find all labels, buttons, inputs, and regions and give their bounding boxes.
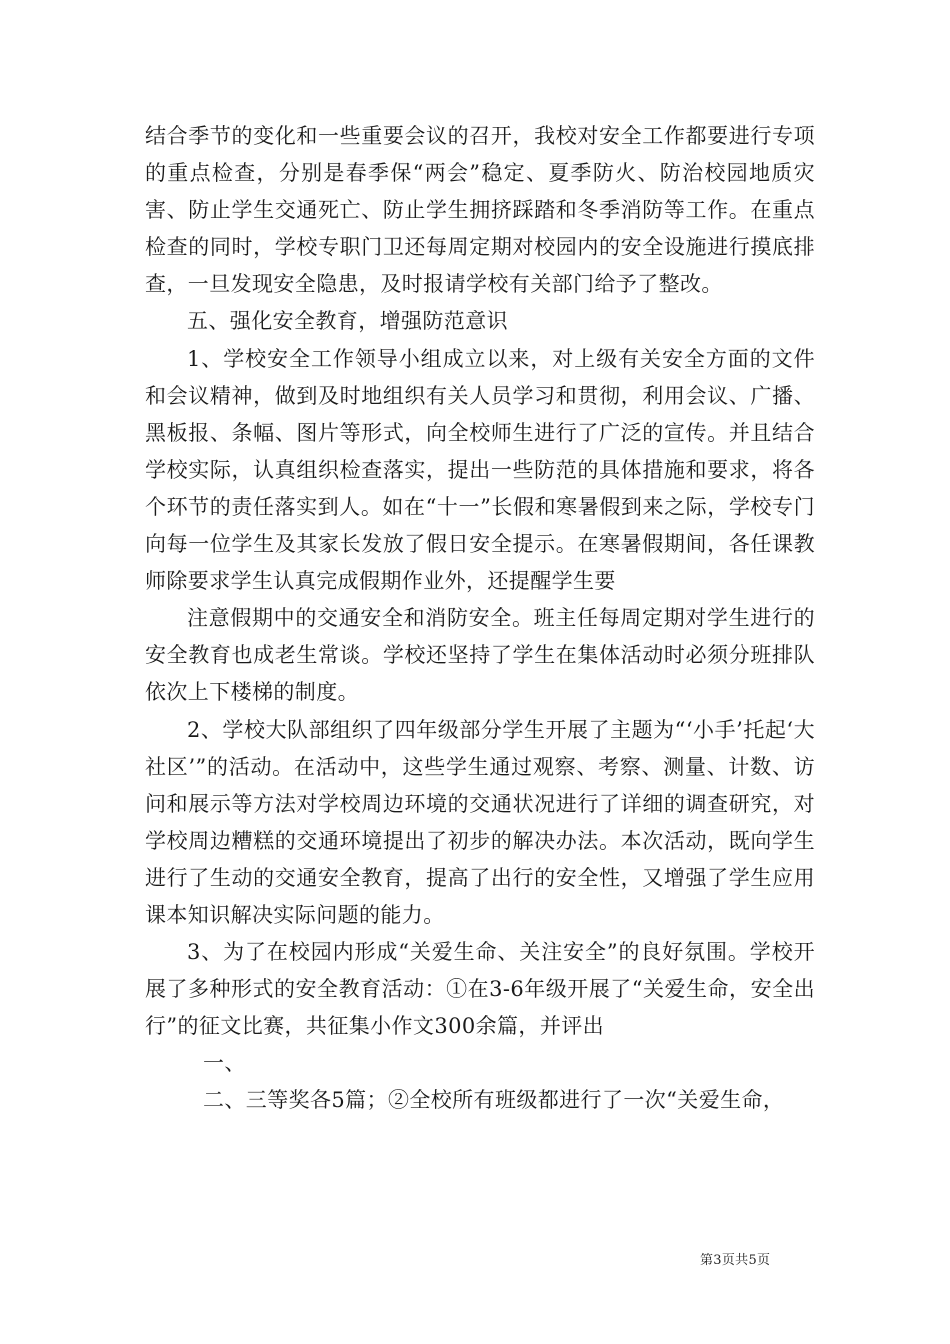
paragraph-second-third-prize: 二、三等奖各5篇；②全校所有班级都进行了一次“关爱生命， (203, 1088, 785, 1113)
paragraph-first-prize: 一、 (203, 1051, 246, 1076)
page-number: 第3页共5页 (700, 1253, 771, 1268)
paragraph-item-1: 1、学校安全工作领导小组成立以来，对上级有关安全方面的文件和会议精神，做到及时地组织有关人员学习和贯彻，利用会议、广播、黑板报、条幅、图片等形式，向全校师生进行了广泛的宣传。并且结合学校实际，认真组织检查落实，提出一些防范的具体措施和要求，将各个环节的责任落实到人。如在“十一”长假和寒暑假到来之际，学校专门向每一位学生及其家长发放了假日安全提示。在寒暑假期间，各任课教师除要求学生认真完成假期作业外，还提醒学生要 (145, 346, 815, 594)
document-body (145, 118, 815, 1120)
paragraph-item-2: 2、学校大队部组织了四年级部分学生开展了主题为“‘小手’托起‘大社区’”的活动。在活动中，这些学生通过观察、考察、测量、计数、访问和展示等方法对学校周边环境的交通状况进行了详细的调查研究，对学校周边糟糕的交通环境提出了初步的解决办法。本次活动，既向学生进行了生动的交通安全教育，提高了出行的安全性，又增强了学生应用课本知识解决实际问题的能力。 (145, 717, 815, 927)
paragraph-item-3: 3、为了在校园内形成“关爱生命、关注安全”的良好氛围。学校开展了多种形式的安全教育活动：①在3-6年级开展了“关爱生命，安全出行”的征文比赛，共征集小作文300余篇，并评出 (145, 940, 815, 1039)
paragraph-holiday-safety: 注意假期中的交通安全和消防安全。班主任每周定期对学生进行的安全教育也成老生常谈。学校还坚持了学生在集体活动时必须分班排队依次上下楼梯的制度。 (145, 606, 815, 705)
section-heading-five: 五、强化安全教育，增强防范意识 (187, 309, 508, 334)
paragraph-inspection: 结合季节的变化和一些重要会议的召开，我校对安全工作都要进行专项的重点检查，分别是春季保“两会”稳定、夏季防火、防治校园地质灾害、防止学生交通死亡、防止学生拥挤踩踏和冬季消防等工作。在重点检查的同时，学校专职门卫还每周定期对校园内的安全设施进行摸底排查，一旦发现安全隐患，及时报请学校有关部门给予了整改。 (145, 124, 815, 297)
